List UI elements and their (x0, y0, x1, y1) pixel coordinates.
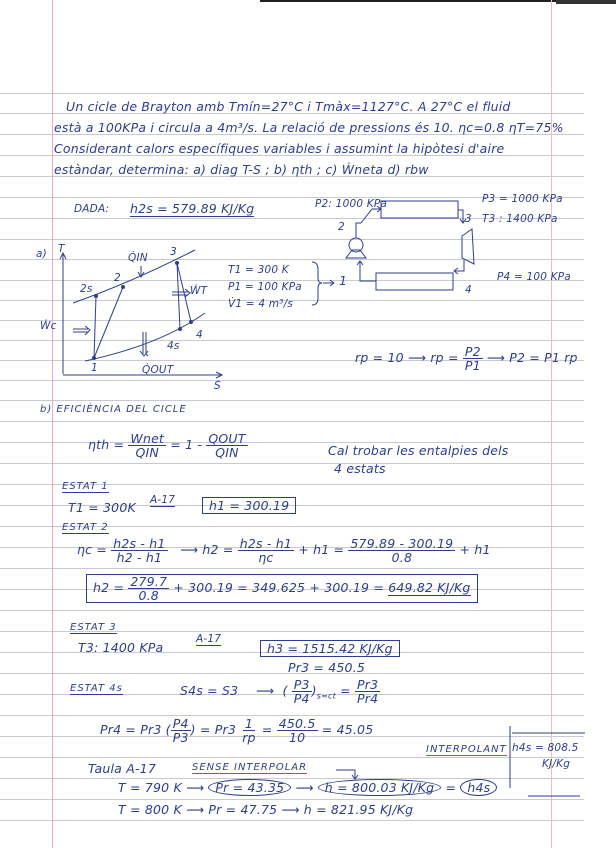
dada-label: DADA: (74, 203, 110, 215)
schematic-state-3: 3 (465, 213, 472, 225)
taula-label: Taula A-17 (88, 761, 156, 776)
estat-4s-s-eq: S4s = S3 (180, 683, 239, 698)
interpolant-label: INTERPOLANT (426, 744, 507, 755)
rp-result: P2 = P1 rp (509, 350, 578, 366)
rp-equation (355, 345, 578, 372)
dada-value: h2s = 579.89 KJ/Kg (130, 201, 255, 216)
estat-3-heading: ESTAT 3 (70, 622, 117, 633)
estat-1-h1: h1 = 300.19 (202, 497, 296, 514)
ts-point-4: 4 (196, 329, 203, 341)
schematic-state-4: 4 (465, 284, 472, 296)
problem-line-3: Considerant calors específiques variables i assumint la hipòtesi d'aire (54, 141, 505, 156)
q-out-label: Q̇OUT (142, 364, 174, 376)
problem-line-1: Un cicle de Brayton amb Tmín=27°C i Tmàx=1127°C. A 27°C el fluid (66, 99, 511, 114)
given-t1: T1 = 300 K (228, 264, 289, 276)
estat-3-table: A-17 (196, 633, 222, 645)
heat-exchanger-box (376, 273, 453, 290)
w-c-label: Ẇc (40, 320, 57, 332)
part-b-note-1: Cal trobar les entalpies dels (328, 443, 509, 458)
estat-2-line-1: ηc = $\frac{h2s - h1}{h2 - h1}$ ⟶ h2 = $\frac{h2s - h1}{\eta c}$ + h1 = $\frac{579.89 - 300.19}{0.8}$ + h1 (77, 536, 491, 566)
schematic-state-1: 1 (339, 273, 348, 288)
h-790-oval: h = 800.03 KJ/Kg (318, 779, 441, 796)
part-b-note-2: 4 estats (334, 461, 386, 476)
rp-lhs: rp = 10 (355, 350, 404, 366)
estat-3-pr3: Pr3 = 450.5 (288, 660, 366, 675)
schematic-p2: P2: 1000 KPa (315, 198, 387, 210)
problem-line-2: està a 100KPa i circula a 4m³/s. La relació de pressions és 10. ηc=0.8 ηT=75% (54, 120, 564, 135)
sense-interpolar-label: SENSE INTERPOLAR (192, 762, 308, 773)
s-axis-label: S (214, 380, 221, 392)
estat-1-t: T1 = 300K (68, 500, 136, 515)
given-p1: P1 = 100 KPa (228, 281, 302, 293)
estat-1-heading: ESTAT 1 (62, 481, 109, 492)
estat-4s-ratio: ⟶ ( $\frac{P3}{P4}$ )$_{s=ct}$ = $\frac{Pr3}{Pr4}$ (256, 677, 379, 707)
rp-arrow-1: ⟶ (408, 350, 427, 366)
part-b-heading: b) EFICIÈNCIA DEL CICLE (40, 404, 187, 415)
h4s-interpolated: h4s = 808.5 (512, 742, 579, 754)
schematic-t3: T3 : 1400 KPa (482, 213, 558, 225)
part-a-label: a) (36, 248, 47, 260)
interp-row-2: T = 800 K ⟶ Pr = 47.75 ⟶ h = 821.95 KJ/Kg (118, 802, 414, 817)
schematic-state-2: 2 (338, 221, 345, 233)
estat-2-heading: ESTAT 2 (62, 522, 109, 533)
ts-point-2s: 2s (80, 283, 93, 295)
schematic-p4: P4 = 100 KPa (497, 271, 571, 283)
ts-point-1: 1 (91, 362, 98, 374)
ts-point-4s: 4s (167, 340, 180, 352)
problem-line-4: estàndar, determina: a) diag T-S ; b) ηth ; c) Ẇneta d) rbw (54, 162, 429, 177)
estat-1-table: A-17 (150, 494, 176, 506)
estat-2-result: h2 = $\frac{279.7}{0.8}$ + 300.19 = 349.625 + 300.19 = 649.82 KJ/Kg (86, 574, 478, 603)
q-in-label: Q̇IN (128, 252, 148, 264)
combustion-chamber-box (381, 201, 458, 218)
ts-point-3: 3 (170, 246, 177, 258)
efficiency-equation: ηth = $\frac{\text{Wnet}}{\text{QIN}}$ = 1 - $\frac{\text{QOUT}}{\text{QIN}}$ (88, 431, 246, 461)
w-t-label: ẆT (190, 285, 208, 297)
rp-fraction: $\frac{P2}{P1}$ (464, 344, 481, 374)
pr-790-oval: Pr = 43.35 (208, 779, 291, 796)
estat-3-h3: h3 = 1515.42 KJ/Kg (260, 640, 400, 657)
h4s-units: KJ/Kg (542, 758, 571, 770)
estat-4s-pr4: Pr4 = Pr3 ( $\frac{P4}{P3}$ ) = Pr3 $\frac{1}{rp}$ = $\frac{450.5}{10}$ = 45.05 (100, 716, 374, 746)
interp-row-1: T = 790 K ⟶ Pr = 43.35 ⟶ h = 800.03 KJ/Kg = h4s (118, 780, 497, 795)
h4s-circle: h4s (460, 779, 497, 796)
given-v1: V̇1 = 4 m³/s (228, 298, 294, 310)
h2-value: 649.82 KJ/Kg (388, 580, 471, 596)
rp-arrow-2: ⟶ (486, 350, 506, 366)
ts-point-2: 2 (114, 272, 121, 284)
estat-3-t: T3: 1400 KPa (78, 640, 164, 655)
estat-4s-heading: ESTAT 4s (70, 683, 123, 694)
rp-symbol: rp = (430, 350, 459, 366)
t-axis-label: T (58, 243, 65, 255)
schematic-p3: P3 = 1000 KPa (482, 193, 563, 205)
